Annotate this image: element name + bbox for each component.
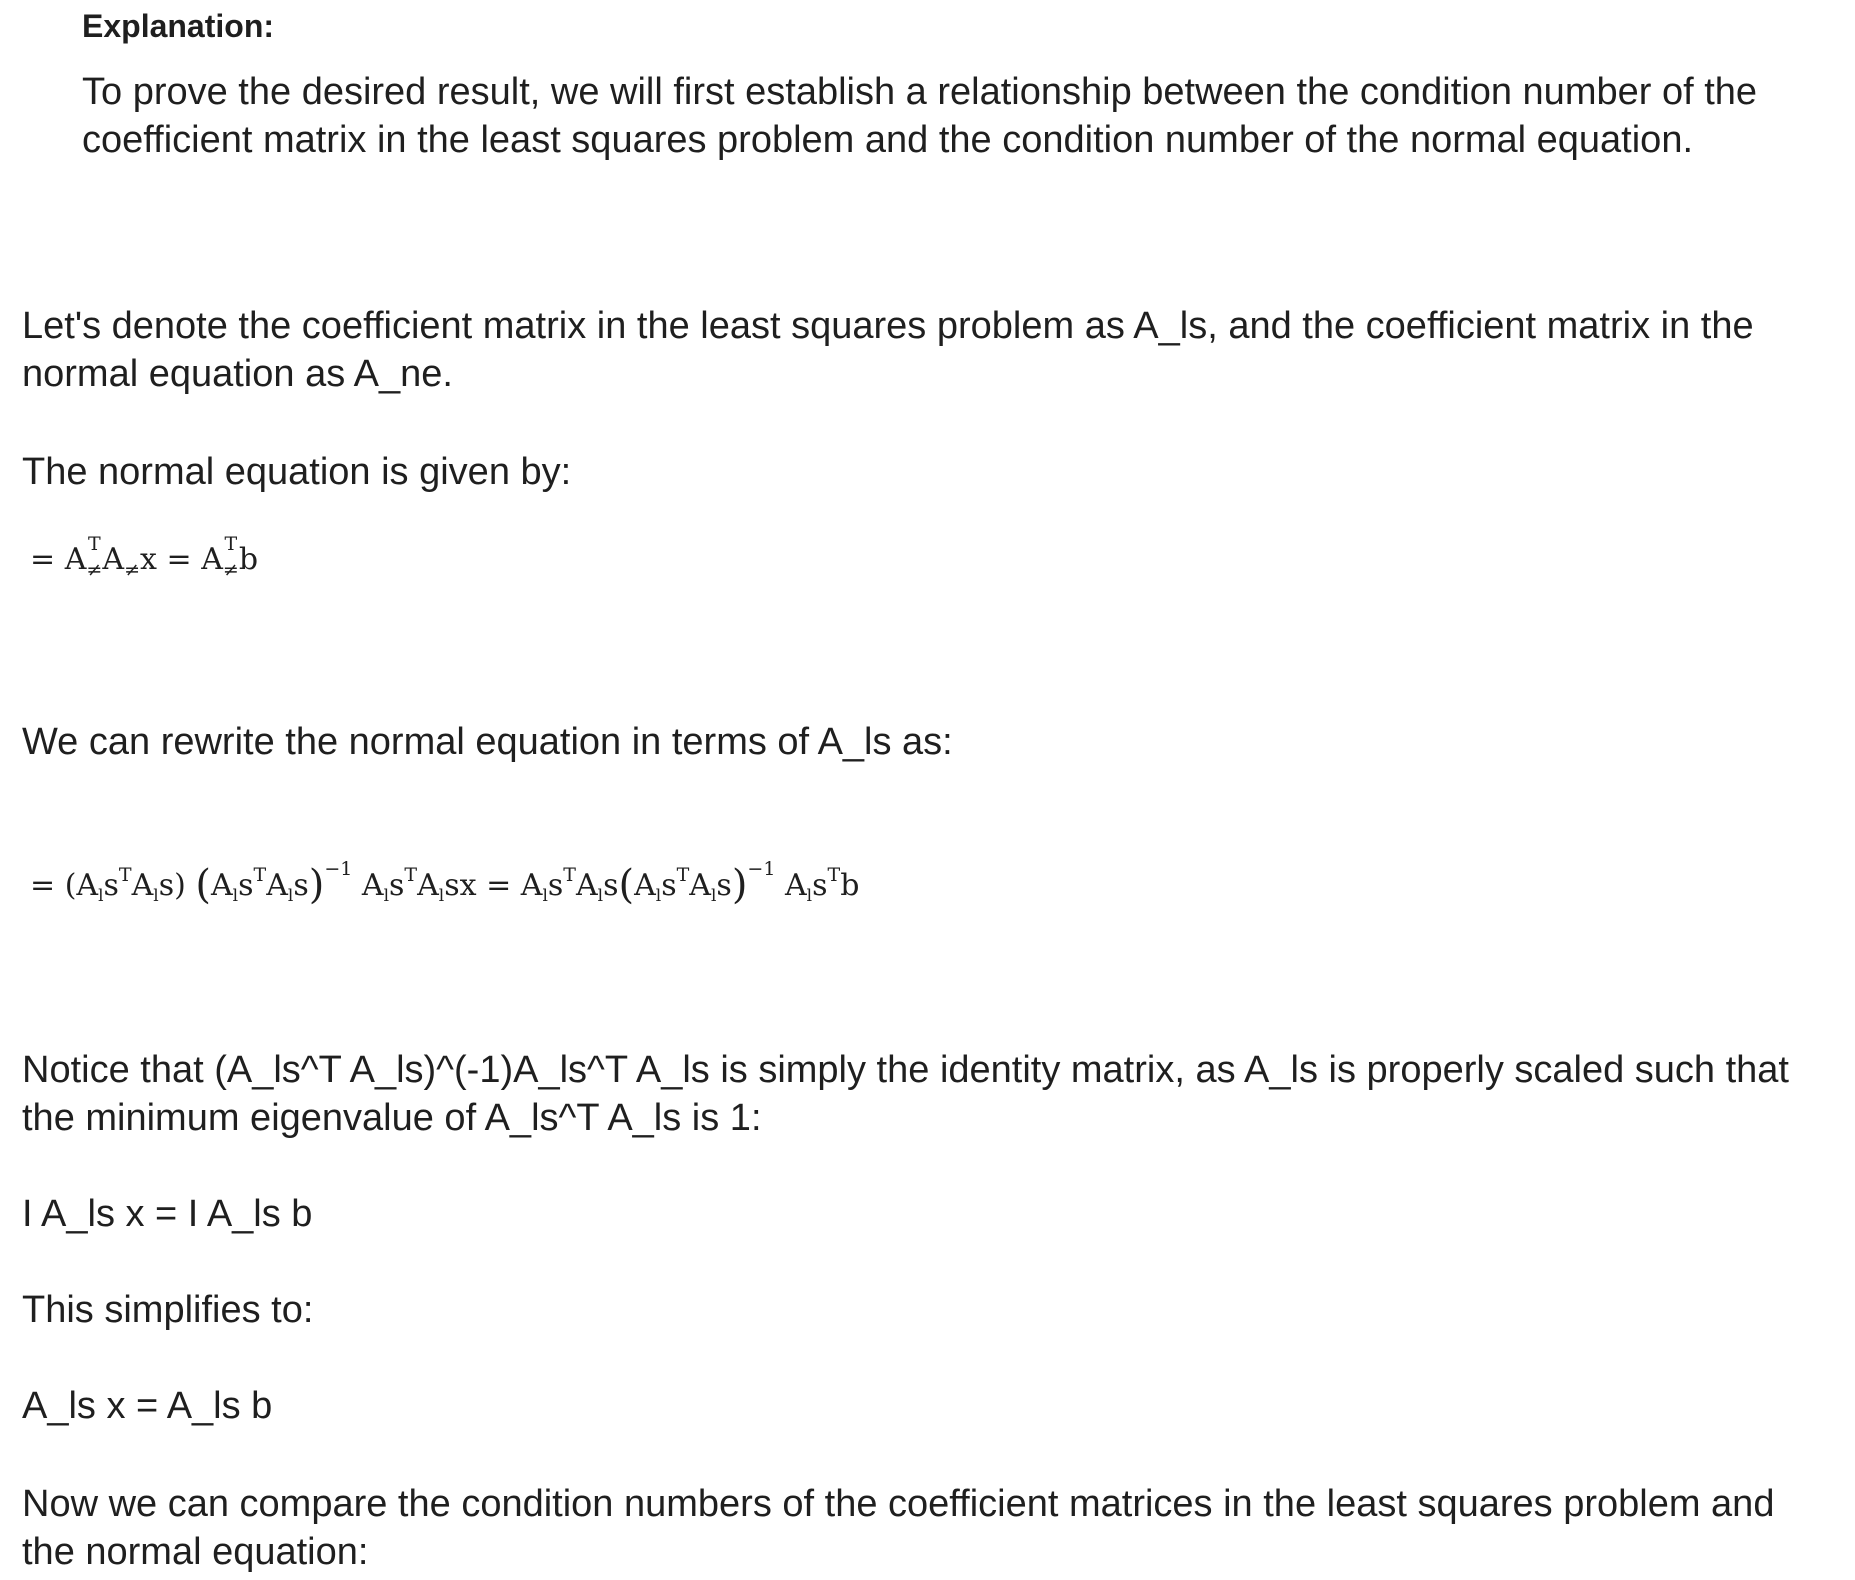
math-glyph: l [710,886,717,906]
math-glyph: l [655,886,662,906]
math-glyph: l [383,886,389,906]
math-glyph: b [840,868,860,903]
math-glyph: T [118,864,132,886]
math-glyph: A [211,868,233,903]
math-glyph: A [575,868,598,903]
math-glyph: l [98,886,104,906]
math-glyph: ) [174,868,186,903]
math-glyph: s [603,868,619,903]
math-glyph: A [361,868,384,903]
math-glyph: s [389,868,405,903]
math-glyph: s [547,868,564,903]
math-glyph: A [520,868,543,903]
math-glyph: ( [618,862,635,908]
math-glyph: T [563,864,576,886]
math-glyph: ) [731,862,748,908]
vector-x: x [140,542,157,577]
matrix-a: A [201,542,223,577]
math-glyph: l [287,886,294,906]
math-glyph: A [266,868,288,903]
math-glyph: T [404,864,418,886]
math-glyph: l [232,886,239,906]
normal-given-paragraph: The normal equation is given by: [22,451,572,493]
transpose-neq-scripts [86,533,103,581]
math-glyph: s [293,868,309,903]
explanation-heading: Explanation: [82,8,275,44]
transpose-neq-scripts [222,533,239,581]
neq-subscript [124,540,140,580]
compare-paragraph: Now we can compare the condition numbers of the coefficient matrices in the least squares problem and the normal equation: [22,1483,1775,1573]
math-glyph: T [253,864,267,886]
math-glyph: s [444,868,460,903]
math-glyph: ( [64,868,77,903]
math-glyph: = [486,868,512,903]
intro-paragraph: To prove the desired result, we will first establish a relationship between the condition number of the coefficient matrix in the least squares problem and the condition number of the normal equation. [82,71,1758,161]
math-glyph: A [76,868,99,903]
notice-paragraph: Notice that (A_ls^T A_ls)^(-1)A_ls^T A_ls is simply the identity matrix, as A_ls is properly scaled such that the minimum eigenvalue of A_ls^T A_ls is 1: [22,1049,1789,1139]
math-glyph: l [438,886,445,906]
simplified-equation: A_ls x = A_ls b [22,1385,273,1427]
math-glyph: s [716,868,732,903]
math-glyph: T [224,533,238,555]
math-glyph: ≠ [124,559,140,581]
math-glyph: A [131,868,154,903]
math-glyph: T [827,864,841,886]
math-glyph: s [103,868,119,903]
normal-equation-formula [30,533,259,581]
math-glyph: ( [195,862,211,908]
equals-sign: = [166,542,192,577]
math-glyph: = [30,868,56,903]
math-glyph: T [88,533,101,555]
math-glyph: l [806,886,813,906]
math-glyph: s [812,868,828,903]
math-glyph: A [689,868,711,903]
rewrite-paragraph: We can rewrite the normal equation in terms of A_ls as: [22,721,953,763]
math-glyph: A [634,868,656,903]
math-glyph: l [153,886,159,906]
math-glyph: T [676,864,690,886]
math-glyph: l [597,886,604,906]
math-glyph: ) [308,862,325,908]
simplifies-paragraph: This simplifies to: [22,1289,314,1331]
equals-sign: = [30,542,56,577]
math-glyph: x [459,868,477,903]
math-glyph: s [238,868,254,903]
matrix-a: A [64,542,87,577]
math-glyph: s [661,868,677,903]
identity-equation: I A_ls x = I A_ls b [22,1193,313,1235]
math-glyph: s [158,868,175,903]
math-glyph: ≠ [222,559,239,581]
math-glyph: l [542,886,548,906]
math-glyph: A [784,868,807,903]
vector-b: b [238,542,259,577]
denote-paragraph: Let's denote the coefficient matrix in the least squares problem as A_ls, and the coefficient matrix in the normal equation as A_ne. [22,305,1754,395]
math-glyph: −1 [324,858,353,880]
math-glyph: A [417,868,439,903]
math-glyph: −1 [747,858,776,880]
rewritten-equation-formula [30,858,860,910]
math-glyph: ≠ [86,559,103,581]
matrix-a: A [102,542,125,577]
